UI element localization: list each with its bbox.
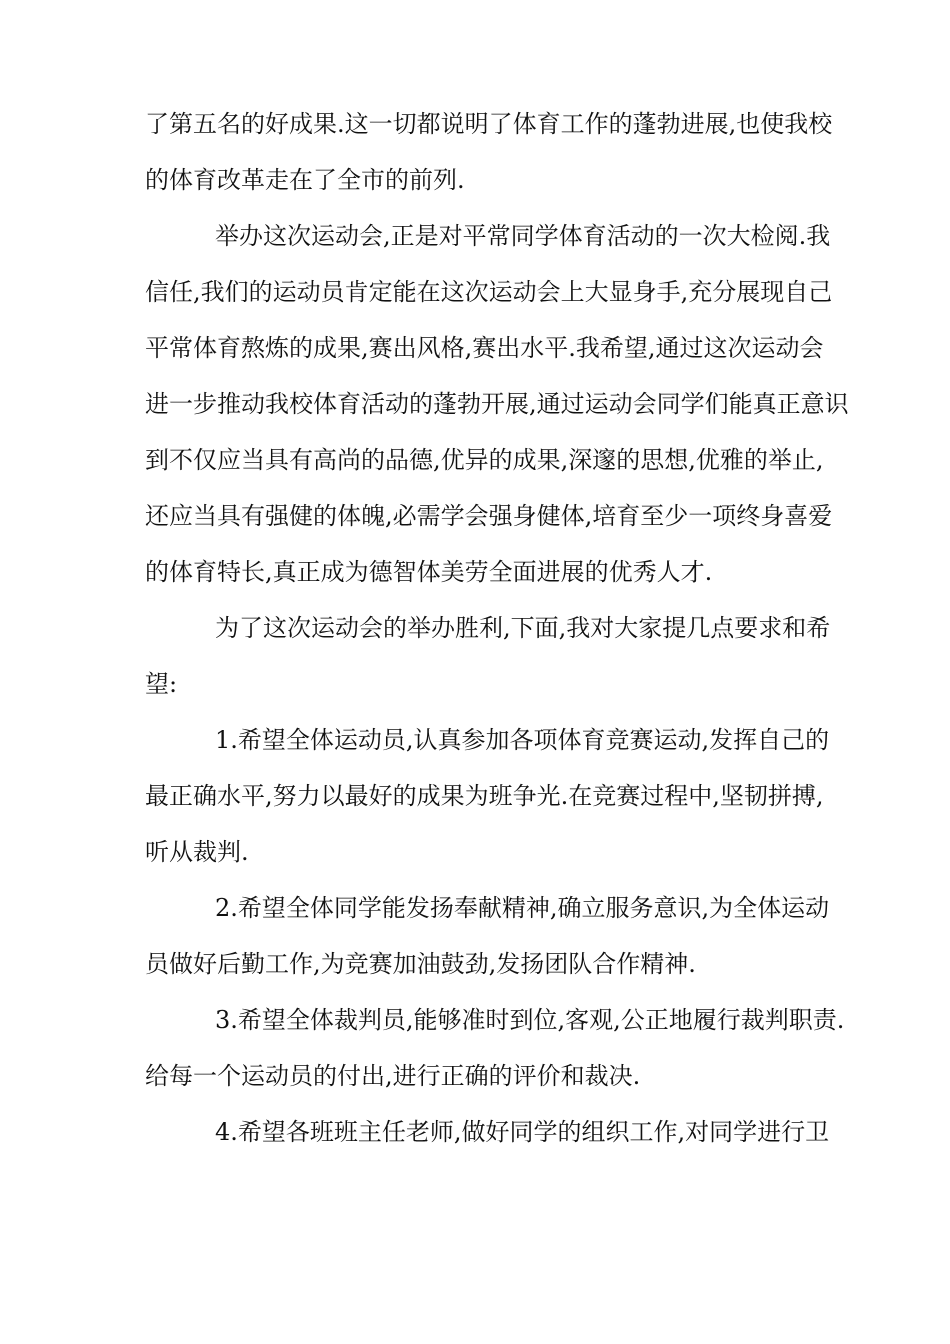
text-line: 最正确水平,努力以最好的成果为班争光.在竞赛过程中,坚韧拼搏,: [145, 782, 824, 810]
text-line: 到不仅应当具有高尚的品德,优异的成果,深邃的思想,优雅的举止,: [145, 446, 824, 474]
text-line: 了第五名的好成果.这一切都说明了体育工作的蓬勃进展,也使我校: [145, 110, 833, 138]
text-line: 还应当具有强健的体魄,必需学会强身健体,培育至少一项终身喜爱: [145, 502, 833, 530]
text-line: 的体育特长,真正成为德智体美劳全面进展的优秀人才.: [145, 558, 713, 586]
text-line: 给每一个运动员的付出,进行正确的评价和裁决.: [145, 1062, 641, 1090]
list-item-4-first-line: 4.希望各班班主任老师,做好同学的组织工作,对同学进行卫: [215, 1118, 830, 1146]
text-line: 员做好后勤工作,为竞赛加油鼓劲,发扬团队合作精神.: [145, 950, 696, 978]
paragraph-first-line: 举办这次运动会,正是对平常同学体育活动的一次大检阅.我: [215, 222, 831, 250]
text-line: 信任,我们的运动员肯定能在这次运动会上大显身手,充分展现自己: [145, 278, 833, 306]
document-body: [145, 102, 849, 1166]
list-item-3-first-line: 3.希望全体裁判员,能够准时到位,客观,公正地履行裁判职责.: [215, 1006, 845, 1034]
text-line: 平常体育熬炼的成果,赛出风格,赛出水平.我希望,通过这次运动会: [145, 334, 824, 362]
text-line: 进一步推动我校体育活动的蓬勃开展,通过运动会同学们能真正意识: [145, 390, 849, 418]
text-line: 听从裁判.: [145, 838, 249, 866]
list-item-1-first-line: 1.希望全体运动员,认真参加各项体育竞赛运动,发挥自己的: [215, 726, 830, 754]
text-line: 的体育改革走在了全市的前列.: [145, 166, 465, 194]
paragraph-first-line: 为了这次运动会的举办胜利,下面,我对大家提几点要求和希: [215, 614, 831, 642]
text-line: 望:: [145, 670, 178, 698]
list-item-2-first-line: 2.希望全体同学能发扬奉献精神,确立服务意识,为全体运动: [215, 894, 830, 922]
